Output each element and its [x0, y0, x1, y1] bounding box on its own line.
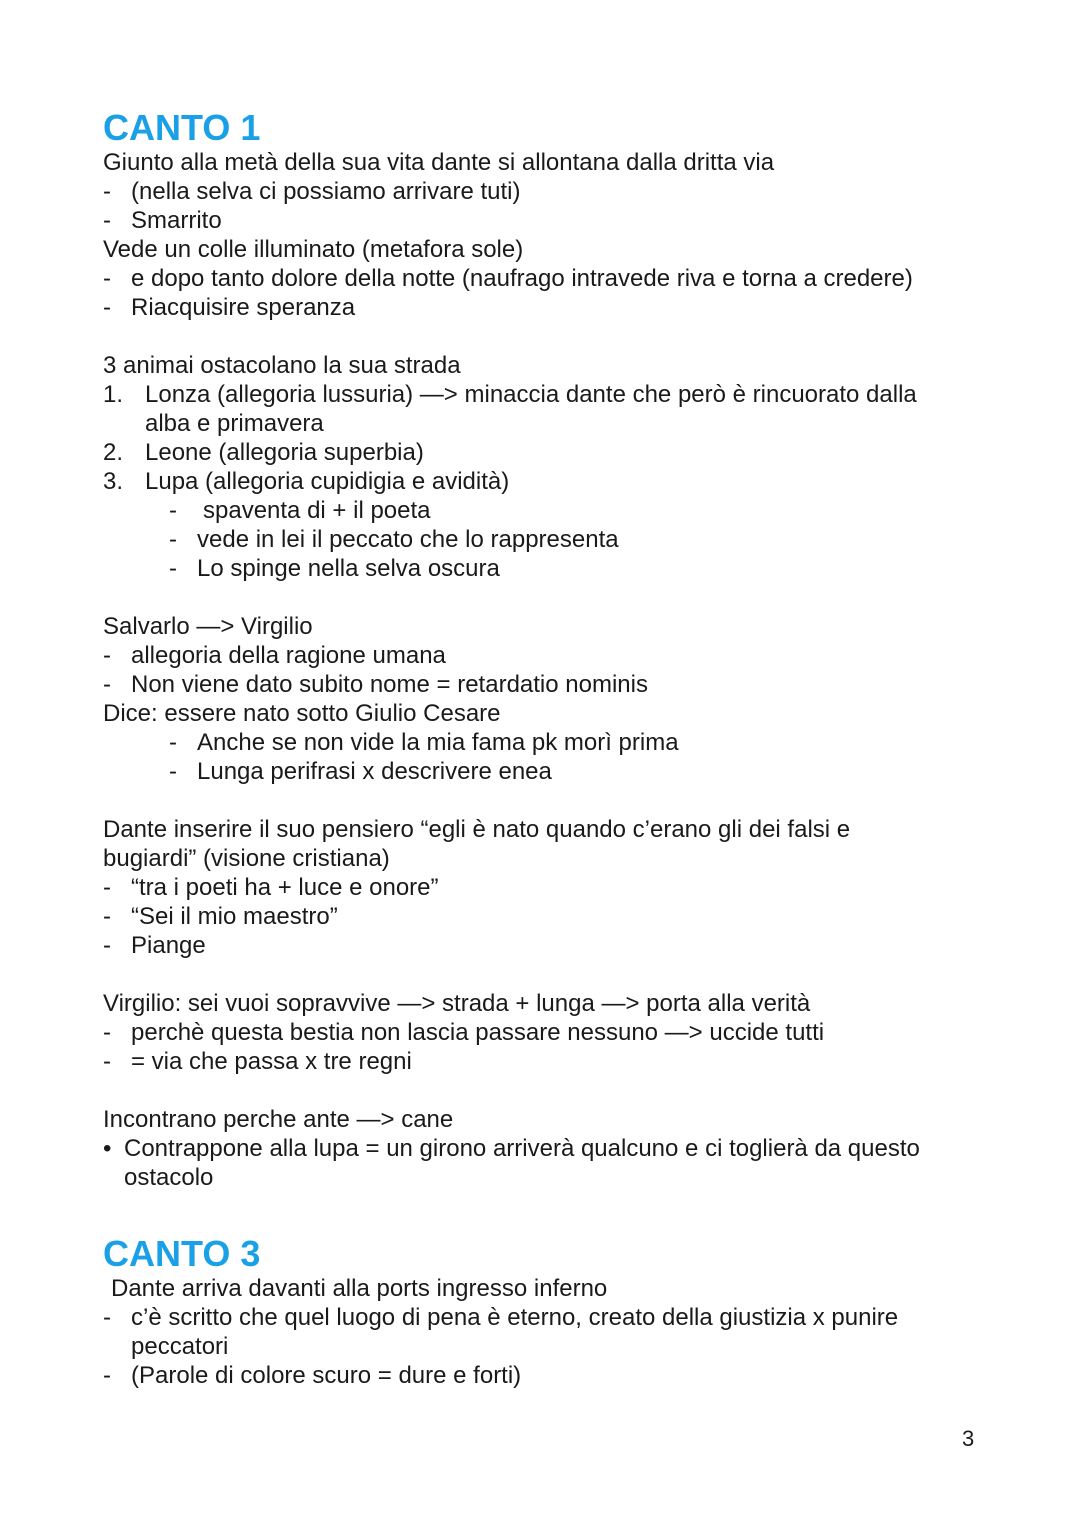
dash-marker: - — [103, 671, 111, 698]
bullet-marker: • — [103, 1135, 112, 1162]
list-item: - (nella selva ci possiamo arrivare tuti) — [103, 178, 521, 205]
list-item: - “tra i poeti ha + luce e onore” — [103, 874, 439, 901]
list-item: - c’è scritto che quel luogo di pena è eterno, creato della giustizia x punire peccatori — [103, 1304, 899, 1360]
dash-marker: - — [169, 526, 177, 553]
list-item: - allegoria della ragione umana — [103, 642, 446, 669]
number-marker: 2. — [103, 439, 124, 466]
canto-3-intro: Dante arriva davanti alla ports ingresso inferno — [111, 1275, 608, 1302]
dash-marker: - — [103, 178, 111, 205]
pensiero-line: Dante inserire il suo pensiero “egli è nato quando c’erano gli dei falsi e bugiardi” (visione cristiana) — [103, 816, 851, 872]
list-item: - e dopo tanto dolore della notte (naufrago intravede riva e torna a credere) — [103, 265, 913, 292]
page-number: 3 — [962, 1426, 975, 1451]
list-item: • Contrappone alla lupa = un girono arriverà qualcuno e ci toglierà da questo ostacolo — [103, 1135, 920, 1191]
dash-marker: - — [103, 642, 111, 669]
canto-3-heading: CANTO 3 — [103, 1233, 261, 1274]
dash-marker: - — [103, 1019, 111, 1046]
dash-marker: - — [103, 265, 111, 292]
colle-line: Vede un colle illuminato (metafora sole) — [103, 236, 524, 263]
animali-line: 3 animai ostacolano la sua strada — [103, 352, 461, 379]
dash-marker: - — [169, 497, 177, 524]
dice-line: Dice: essere nato sotto Giulio Cesare — [103, 700, 501, 727]
dash-marker: - — [103, 207, 111, 234]
list-item: 3. Lupa (allegoria cupidigia e avidità) — [103, 468, 510, 495]
dash-marker: - — [103, 1304, 111, 1331]
list-item: - (Parole di colore scuro = dure e forti) — [103, 1362, 522, 1389]
number-marker: 3. — [103, 468, 124, 495]
list-item: - “Sei il mio maestro” — [103, 903, 338, 930]
list-item: 1. Lonza (allegoria lussuria) —> minaccia dante che però è rincuorato dalla alba e primavera — [103, 381, 917, 437]
list-item: 2. Leone (allegoria superbia) — [103, 439, 424, 466]
canto-1-intro: Giunto alla metà della sua vita dante si allontana dalla dritta via — [103, 149, 775, 176]
sopravvive-line: Virgilio: sei vuoi sopravvive —> strada + lunga —> porta alla verità — [103, 990, 811, 1017]
list-item: - vede in lei il peccato che lo rappresenta — [169, 526, 619, 553]
page-content — [103, 108, 1003, 1390]
dash-marker: - — [103, 294, 111, 321]
list-item: - = via che passa x tre regni — [103, 1048, 412, 1075]
list-item: - perchè questa bestia non lascia passare nessuno —> uccide tutti — [103, 1019, 825, 1046]
list-item: - Lunga perifrasi x descrivere enea — [169, 758, 552, 785]
list-item: - Lo spinge nella selva oscura — [169, 555, 500, 582]
number-marker: 1. — [103, 381, 124, 408]
dash-marker: - — [103, 932, 111, 959]
virgilio-line: Salvarlo —> Virgilio — [103, 613, 313, 640]
dash-marker: - — [103, 903, 111, 930]
dash-marker: - — [103, 874, 111, 901]
list-item: - spaventa di + il poeta — [169, 497, 431, 524]
list-item: - Riacquisire speranza — [103, 294, 356, 321]
dash-marker: - — [169, 729, 177, 756]
dash-marker: - — [103, 1048, 111, 1075]
list-item: - Smarrito — [103, 207, 222, 234]
dash-marker: - — [103, 1362, 111, 1389]
dash-marker: - — [169, 758, 177, 785]
dash-marker: - — [169, 555, 177, 582]
incontrano-line: Incontrano perche ante —> cane — [103, 1106, 454, 1133]
list-item: - Anche se non vide la mia fama pk morì prima — [169, 729, 679, 756]
list-item: - Non viene dato subito nome = retardatio nominis — [103, 671, 648, 698]
canto-1-heading: CANTO 1 — [103, 107, 261, 148]
list-item: - Piange — [103, 932, 206, 959]
